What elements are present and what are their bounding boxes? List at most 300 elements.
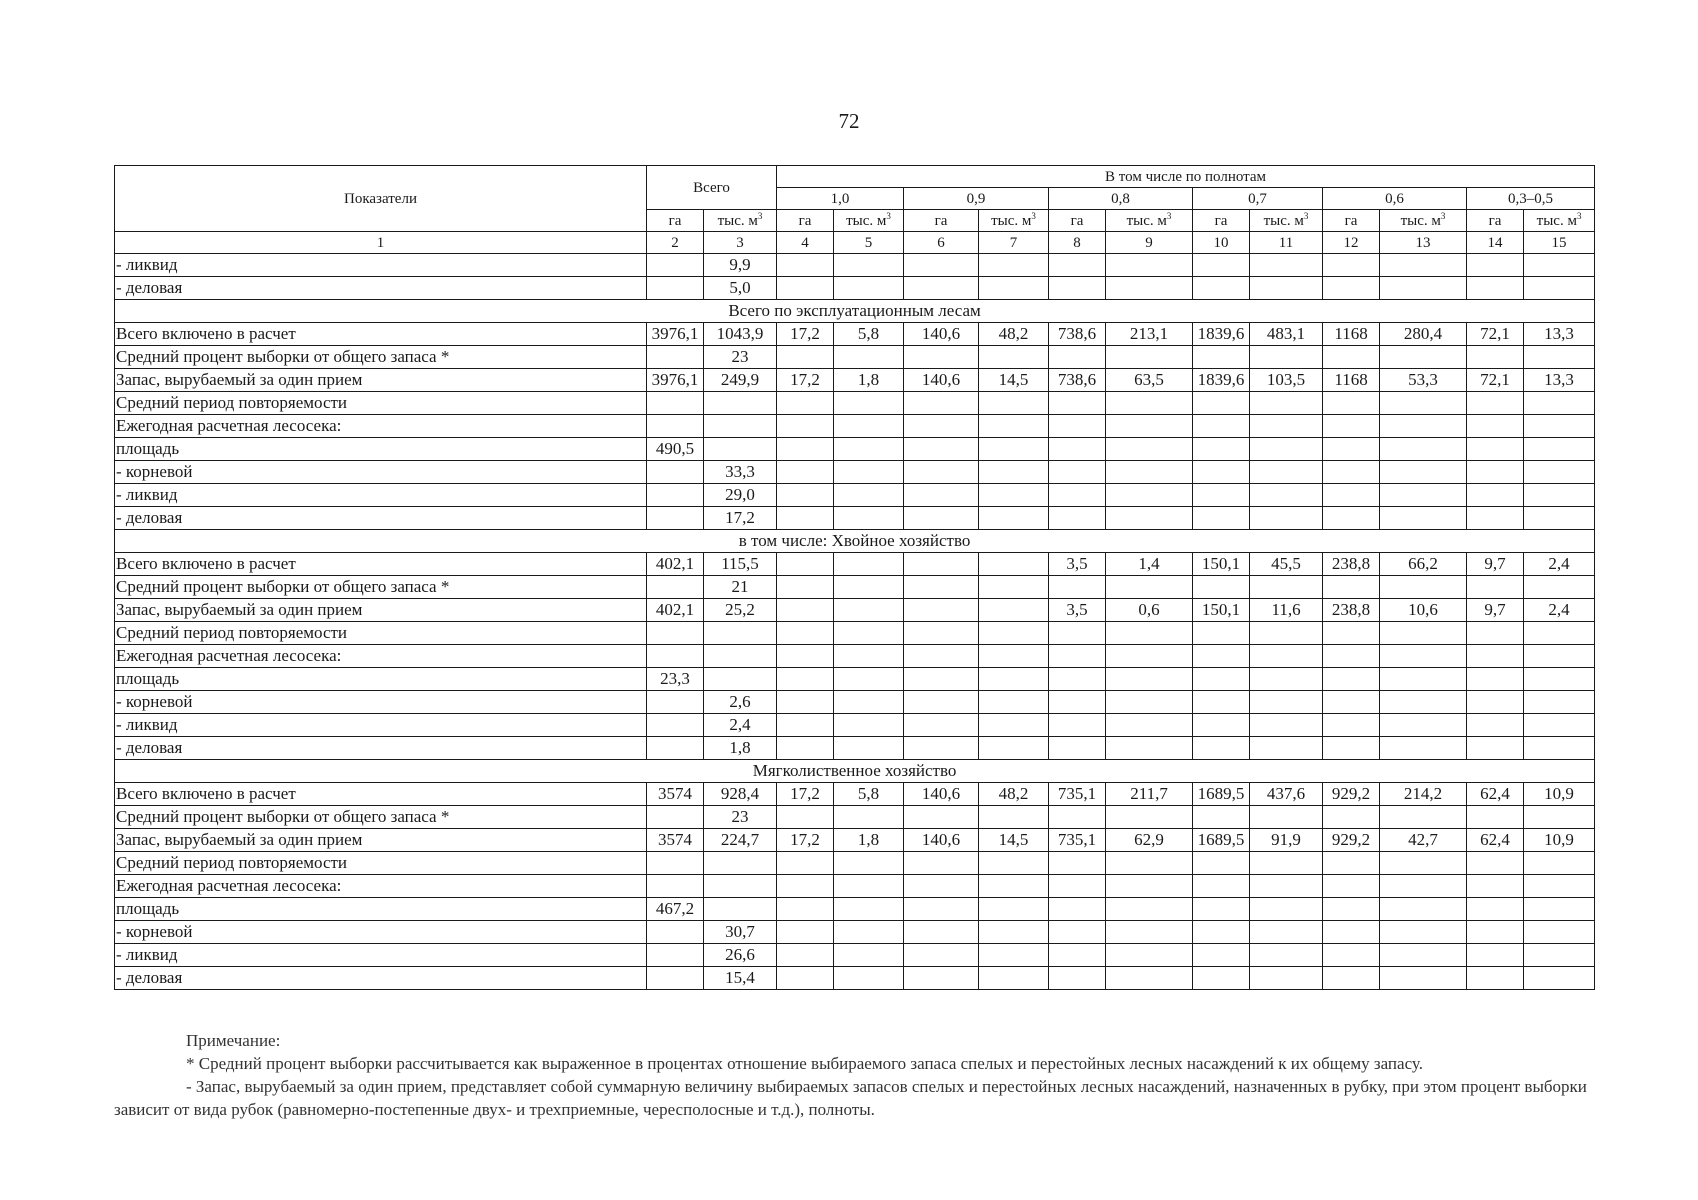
table-cell: 5,8 xyxy=(834,783,904,806)
table-cell: 150,1 xyxy=(1193,553,1250,576)
table-cell xyxy=(1049,438,1106,461)
table-cell: 1839,6 xyxy=(1193,369,1250,392)
table-cell: 23,3 xyxy=(647,668,704,691)
table-cell xyxy=(1250,415,1323,438)
table-cell xyxy=(1524,806,1595,829)
table-cell xyxy=(1467,875,1524,898)
table-row xyxy=(115,369,1595,392)
table-cell xyxy=(1049,737,1106,760)
table-cell xyxy=(979,691,1049,714)
table-cell xyxy=(777,645,834,668)
table-cell xyxy=(1049,967,1106,990)
table-cell: 140,6 xyxy=(904,783,979,806)
table-cell: 5,8 xyxy=(834,323,904,346)
table-cell xyxy=(1049,645,1106,668)
table-cell: 17,2 xyxy=(777,323,834,346)
table-cell xyxy=(1323,668,1380,691)
table-cell xyxy=(647,277,704,300)
section-title: Мягколиственное хозяйство xyxy=(115,760,1595,783)
table-cell xyxy=(1049,277,1106,300)
header-column-numbers xyxy=(115,232,1595,254)
table-cell xyxy=(904,507,979,530)
section-title: Всего по эксплуатационным лесам xyxy=(115,300,1595,323)
table-cell: 1,4 xyxy=(1106,553,1193,576)
table-cell xyxy=(1193,737,1250,760)
table-cell xyxy=(1049,806,1106,829)
table-cell xyxy=(1193,691,1250,714)
header-unit-ha: га xyxy=(1467,210,1524,232)
table-cell: 72,1 xyxy=(1467,323,1524,346)
table-cell: 62,4 xyxy=(1467,783,1524,806)
table-cell xyxy=(1193,875,1250,898)
table-cell xyxy=(1467,392,1524,415)
row-label: площадь xyxy=(115,668,647,691)
table-cell: 9,9 xyxy=(704,254,777,277)
table-cell xyxy=(1524,668,1595,691)
table-cell xyxy=(979,921,1049,944)
table-cell xyxy=(1250,438,1323,461)
table-cell xyxy=(1193,484,1250,507)
column-number: 2 xyxy=(647,232,704,254)
table-cell xyxy=(704,875,777,898)
table-cell xyxy=(777,484,834,507)
table-cell xyxy=(1106,737,1193,760)
table-cell xyxy=(904,254,979,277)
header-unit-volume xyxy=(1106,210,1193,232)
table-cell: 1168 xyxy=(1323,369,1380,392)
unit-volume-text: тыс. м xyxy=(1263,212,1304,229)
table-cell xyxy=(1250,346,1323,369)
row-label: - ликвид xyxy=(115,944,647,967)
table-cell: 10,6 xyxy=(1380,599,1467,622)
table-cell: 2,4 xyxy=(1524,553,1595,576)
row-label: Средний процент выборки от общего запаса * xyxy=(115,576,647,599)
table-cell xyxy=(1467,415,1524,438)
header-unit-volume xyxy=(704,210,777,232)
table-cell xyxy=(904,415,979,438)
table-cell xyxy=(647,714,704,737)
column-number: 9 xyxy=(1106,232,1193,254)
unit-volume-sup: 3 xyxy=(1303,210,1309,221)
table-cell xyxy=(647,484,704,507)
row-label: Всего включено в расчет xyxy=(115,553,647,576)
row-label: Средний период повторяемости xyxy=(115,852,647,875)
table-cell: 928,4 xyxy=(704,783,777,806)
table-cell xyxy=(979,852,1049,875)
table-cell: 140,6 xyxy=(904,369,979,392)
table-cell xyxy=(704,392,777,415)
table-row xyxy=(115,921,1595,944)
table-cell: 3574 xyxy=(647,829,704,852)
table-cell xyxy=(1250,806,1323,829)
table-cell xyxy=(1323,438,1380,461)
table-cell xyxy=(647,622,704,645)
table-cell: 33,3 xyxy=(704,461,777,484)
table-cell: 48,2 xyxy=(979,783,1049,806)
table-row xyxy=(115,346,1595,369)
table-cell xyxy=(904,645,979,668)
unit-volume-text: тыс. м xyxy=(991,212,1032,229)
table-cell xyxy=(647,415,704,438)
table-cell xyxy=(704,852,777,875)
row-label: - деловая xyxy=(115,967,647,990)
table-cell xyxy=(979,668,1049,691)
table-row xyxy=(115,829,1595,852)
table-cell xyxy=(904,921,979,944)
table-cell xyxy=(1380,737,1467,760)
table-cell xyxy=(647,944,704,967)
table-cell xyxy=(904,737,979,760)
table-cell xyxy=(979,944,1049,967)
table-cell xyxy=(979,484,1049,507)
table-cell xyxy=(1049,668,1106,691)
table-cell xyxy=(1106,415,1193,438)
note-2: - Запас, вырубаемый за один прием, представляет собой суммарную величину выбираемых запасов спелых и перестойных лесных насаждений, назначенных в рубку, при этом процент выборки зависит от вида рубок (равномерно-постепенные двух- и трехприемные, чересполосные и т.д.), полноты. xyxy=(114,1077,1587,1119)
table-cell xyxy=(1106,346,1193,369)
table-cell: 26,6 xyxy=(704,944,777,967)
table-cell xyxy=(777,622,834,645)
table-cell xyxy=(1524,944,1595,967)
table-row xyxy=(115,691,1595,714)
column-number: 15 xyxy=(1524,232,1595,254)
table-cell xyxy=(834,691,904,714)
row-label: - ликвид xyxy=(115,484,647,507)
table-cell xyxy=(1049,392,1106,415)
table-cell xyxy=(1106,714,1193,737)
table-cell xyxy=(1524,898,1595,921)
table-cell: 103,5 xyxy=(1250,369,1323,392)
table-cell: 48,2 xyxy=(979,323,1049,346)
table-cell xyxy=(1250,921,1323,944)
table-cell: 1,8 xyxy=(834,369,904,392)
table-cell xyxy=(777,714,834,737)
table-cell: 30,7 xyxy=(704,921,777,944)
table-cell xyxy=(1467,691,1524,714)
table-cell: 13,3 xyxy=(1524,369,1595,392)
table-cell xyxy=(979,507,1049,530)
header-by-density: В том числе по полнотам xyxy=(777,166,1595,188)
table-cell xyxy=(1323,967,1380,990)
table-cell xyxy=(1467,254,1524,277)
table-cell xyxy=(834,599,904,622)
table-cell xyxy=(1193,507,1250,530)
table-cell xyxy=(1106,507,1193,530)
table-cell xyxy=(1106,392,1193,415)
table-cell xyxy=(704,668,777,691)
table-cell xyxy=(1380,484,1467,507)
table-cell xyxy=(1380,254,1467,277)
row-label: - деловая xyxy=(115,507,647,530)
table-cell xyxy=(1323,714,1380,737)
table-cell xyxy=(1467,507,1524,530)
unit-volume-text: тыс. м xyxy=(717,212,758,229)
table-cell xyxy=(1049,346,1106,369)
table-cell xyxy=(1467,277,1524,300)
table-cell xyxy=(1323,622,1380,645)
table-row xyxy=(115,438,1595,461)
table-cell xyxy=(979,461,1049,484)
table-cell: 211,7 xyxy=(1106,783,1193,806)
table-row xyxy=(115,622,1595,645)
table-cell xyxy=(979,714,1049,737)
row-label: - корневой xyxy=(115,461,647,484)
table-cell: 738,6 xyxy=(1049,369,1106,392)
table-cell xyxy=(647,576,704,599)
table-cell xyxy=(1193,254,1250,277)
table-cell: 15,4 xyxy=(704,967,777,990)
table-cell xyxy=(704,898,777,921)
table-cell: 23 xyxy=(704,346,777,369)
header-density: 1,0 xyxy=(777,188,904,210)
table-cell xyxy=(834,254,904,277)
table-row xyxy=(115,737,1595,760)
table-cell xyxy=(1049,875,1106,898)
table-cell xyxy=(1323,944,1380,967)
table-cell xyxy=(1467,461,1524,484)
table-cell xyxy=(1193,668,1250,691)
row-label: - корневой xyxy=(115,691,647,714)
table-cell xyxy=(1106,645,1193,668)
table-cell xyxy=(1380,346,1467,369)
table-cell: 214,2 xyxy=(1380,783,1467,806)
table-cell: 1,8 xyxy=(704,737,777,760)
table-cell xyxy=(1524,852,1595,875)
table-cell xyxy=(1524,392,1595,415)
table-cell xyxy=(1323,415,1380,438)
table-cell: 140,6 xyxy=(904,829,979,852)
table-cell xyxy=(1250,737,1323,760)
table-row xyxy=(115,277,1595,300)
row-label: Средний период повторяемости xyxy=(115,392,647,415)
row-label: - деловая xyxy=(115,737,647,760)
table-cell xyxy=(1524,507,1595,530)
column-number: 10 xyxy=(1193,232,1250,254)
table-cell xyxy=(1380,622,1467,645)
table-cell xyxy=(1380,898,1467,921)
table-cell: 3,5 xyxy=(1049,553,1106,576)
table-cell xyxy=(1323,484,1380,507)
table-row xyxy=(115,645,1595,668)
table-cell xyxy=(904,852,979,875)
table-cell xyxy=(1323,691,1380,714)
note-title: Примечание: xyxy=(186,1031,281,1050)
table-cell xyxy=(1323,392,1380,415)
table-cell xyxy=(834,714,904,737)
table-row xyxy=(115,944,1595,967)
table-cell: 3976,1 xyxy=(647,369,704,392)
table-row xyxy=(115,875,1595,898)
column-number: 5 xyxy=(834,232,904,254)
table-cell xyxy=(1106,852,1193,875)
table-cell xyxy=(1380,507,1467,530)
table-cell: 72,1 xyxy=(1467,369,1524,392)
section-title: в том числе: Хвойное хозяйство xyxy=(115,530,1595,553)
table-cell: 62,4 xyxy=(1467,829,1524,852)
table-cell xyxy=(904,599,979,622)
table-cell xyxy=(979,415,1049,438)
table-cell xyxy=(1049,714,1106,737)
table-cell xyxy=(1193,898,1250,921)
table-cell xyxy=(1467,967,1524,990)
table-cell: 10,9 xyxy=(1524,829,1595,852)
table-cell: 115,5 xyxy=(704,553,777,576)
table-cell: 17,2 xyxy=(777,829,834,852)
table-cell xyxy=(1467,921,1524,944)
table-cell xyxy=(1193,461,1250,484)
table-cell xyxy=(1524,576,1595,599)
table-cell xyxy=(647,461,704,484)
table-cell xyxy=(1106,484,1193,507)
row-label: Всего включено в расчет xyxy=(115,783,647,806)
table-cell xyxy=(1467,898,1524,921)
table-cell xyxy=(904,484,979,507)
table-cell xyxy=(1250,484,1323,507)
table-cell: 66,2 xyxy=(1380,553,1467,576)
row-label: Запас, вырубаемый за один прием xyxy=(115,829,647,852)
table-cell: 238,8 xyxy=(1323,553,1380,576)
unit-volume-text: тыс. м xyxy=(1400,212,1441,229)
table-cell: 17,2 xyxy=(704,507,777,530)
table-cell xyxy=(834,277,904,300)
header-unit-volume xyxy=(979,210,1049,232)
table-cell xyxy=(1467,346,1524,369)
table-cell: 42,7 xyxy=(1380,829,1467,852)
table-cell xyxy=(1467,852,1524,875)
table-cell xyxy=(904,875,979,898)
table-cell xyxy=(1250,714,1323,737)
table-cell xyxy=(1380,415,1467,438)
table-row xyxy=(115,254,1595,277)
table-cell xyxy=(1106,967,1193,990)
table-cell xyxy=(777,921,834,944)
table-cell xyxy=(1049,415,1106,438)
table-cell xyxy=(647,921,704,944)
table-cell xyxy=(1250,254,1323,277)
table-cell xyxy=(1380,461,1467,484)
table-cell xyxy=(1049,921,1106,944)
table-cell xyxy=(979,806,1049,829)
table-cell xyxy=(1323,254,1380,277)
table-cell xyxy=(1380,921,1467,944)
table-cell xyxy=(1106,944,1193,967)
table-cell xyxy=(979,967,1049,990)
table-cell xyxy=(1323,737,1380,760)
table-row xyxy=(115,507,1595,530)
table-cell xyxy=(1323,852,1380,875)
row-label: - ликвид xyxy=(115,714,647,737)
table-cell xyxy=(1049,691,1106,714)
table-cell xyxy=(834,461,904,484)
table-cell: 13,3 xyxy=(1524,323,1595,346)
table-cell xyxy=(1380,967,1467,990)
table-cell xyxy=(904,806,979,829)
table-cell xyxy=(647,967,704,990)
note-1: * Средний процент выборки рассчитывается как выраженное в процентах отношение выбираемого запаса спелых и перестойных лесных насаждений к их общему запасу. xyxy=(186,1054,1423,1073)
table-cell xyxy=(1323,645,1380,668)
table-cell xyxy=(834,668,904,691)
table-cell: 9,7 xyxy=(1467,553,1524,576)
table-cell: 140,6 xyxy=(904,323,979,346)
table-cell xyxy=(1106,875,1193,898)
table-cell xyxy=(834,806,904,829)
table-cell xyxy=(777,461,834,484)
header-unit-ha: га xyxy=(647,210,704,232)
cutting-data-table xyxy=(114,165,1595,990)
table-cell xyxy=(904,438,979,461)
table-cell xyxy=(777,737,834,760)
table-cell: 467,2 xyxy=(647,898,704,921)
header-density: 0,7 xyxy=(1193,188,1323,210)
header-unit-ha: га xyxy=(777,210,834,232)
table-cell xyxy=(834,438,904,461)
table-cell xyxy=(1524,737,1595,760)
table-cell xyxy=(1250,898,1323,921)
table-cell xyxy=(1380,944,1467,967)
table-cell: 929,2 xyxy=(1323,829,1380,852)
table-row xyxy=(115,392,1595,415)
table-cell: 25,2 xyxy=(704,599,777,622)
table-cell xyxy=(647,691,704,714)
table-cell: 249,9 xyxy=(704,369,777,392)
table-cell xyxy=(647,806,704,829)
header-unit-volume xyxy=(1524,210,1595,232)
row-label: площадь xyxy=(115,898,647,921)
table-cell: 2,4 xyxy=(1524,599,1595,622)
table-cell xyxy=(1193,576,1250,599)
table-cell xyxy=(1380,806,1467,829)
table-cell xyxy=(1049,461,1106,484)
table-cell: 62,9 xyxy=(1106,829,1193,852)
table-cell xyxy=(979,438,1049,461)
table-cell: 238,8 xyxy=(1323,599,1380,622)
table-cell xyxy=(1193,277,1250,300)
row-label: - корневой xyxy=(115,921,647,944)
table-cell xyxy=(777,254,834,277)
table-row xyxy=(115,806,1595,829)
page-number: 72 xyxy=(838,109,860,133)
table-cell xyxy=(1106,668,1193,691)
table-cell: 2,6 xyxy=(704,691,777,714)
table-cell xyxy=(834,852,904,875)
table-cell xyxy=(1524,438,1595,461)
column-number: 4 xyxy=(777,232,834,254)
table-cell xyxy=(1524,277,1595,300)
table-cell xyxy=(1467,645,1524,668)
table-cell: 402,1 xyxy=(647,553,704,576)
table-cell xyxy=(904,553,979,576)
table-cell xyxy=(1467,484,1524,507)
table-cell xyxy=(647,852,704,875)
table-cell xyxy=(777,553,834,576)
section-row xyxy=(115,530,1595,553)
table-row xyxy=(115,484,1595,507)
table-cell: 0,6 xyxy=(1106,599,1193,622)
table-cell xyxy=(1250,852,1323,875)
table-cell xyxy=(1524,461,1595,484)
table-cell xyxy=(777,898,834,921)
table-cell xyxy=(979,622,1049,645)
table-cell xyxy=(1193,645,1250,668)
table-cell: 14,5 xyxy=(979,829,1049,852)
row-label: - деловая xyxy=(115,277,647,300)
table-cell xyxy=(1250,507,1323,530)
table-cell xyxy=(979,392,1049,415)
table-cell xyxy=(979,553,1049,576)
table-cell xyxy=(834,507,904,530)
column-number: 13 xyxy=(1380,232,1467,254)
table-cell xyxy=(1467,944,1524,967)
table-cell xyxy=(704,415,777,438)
